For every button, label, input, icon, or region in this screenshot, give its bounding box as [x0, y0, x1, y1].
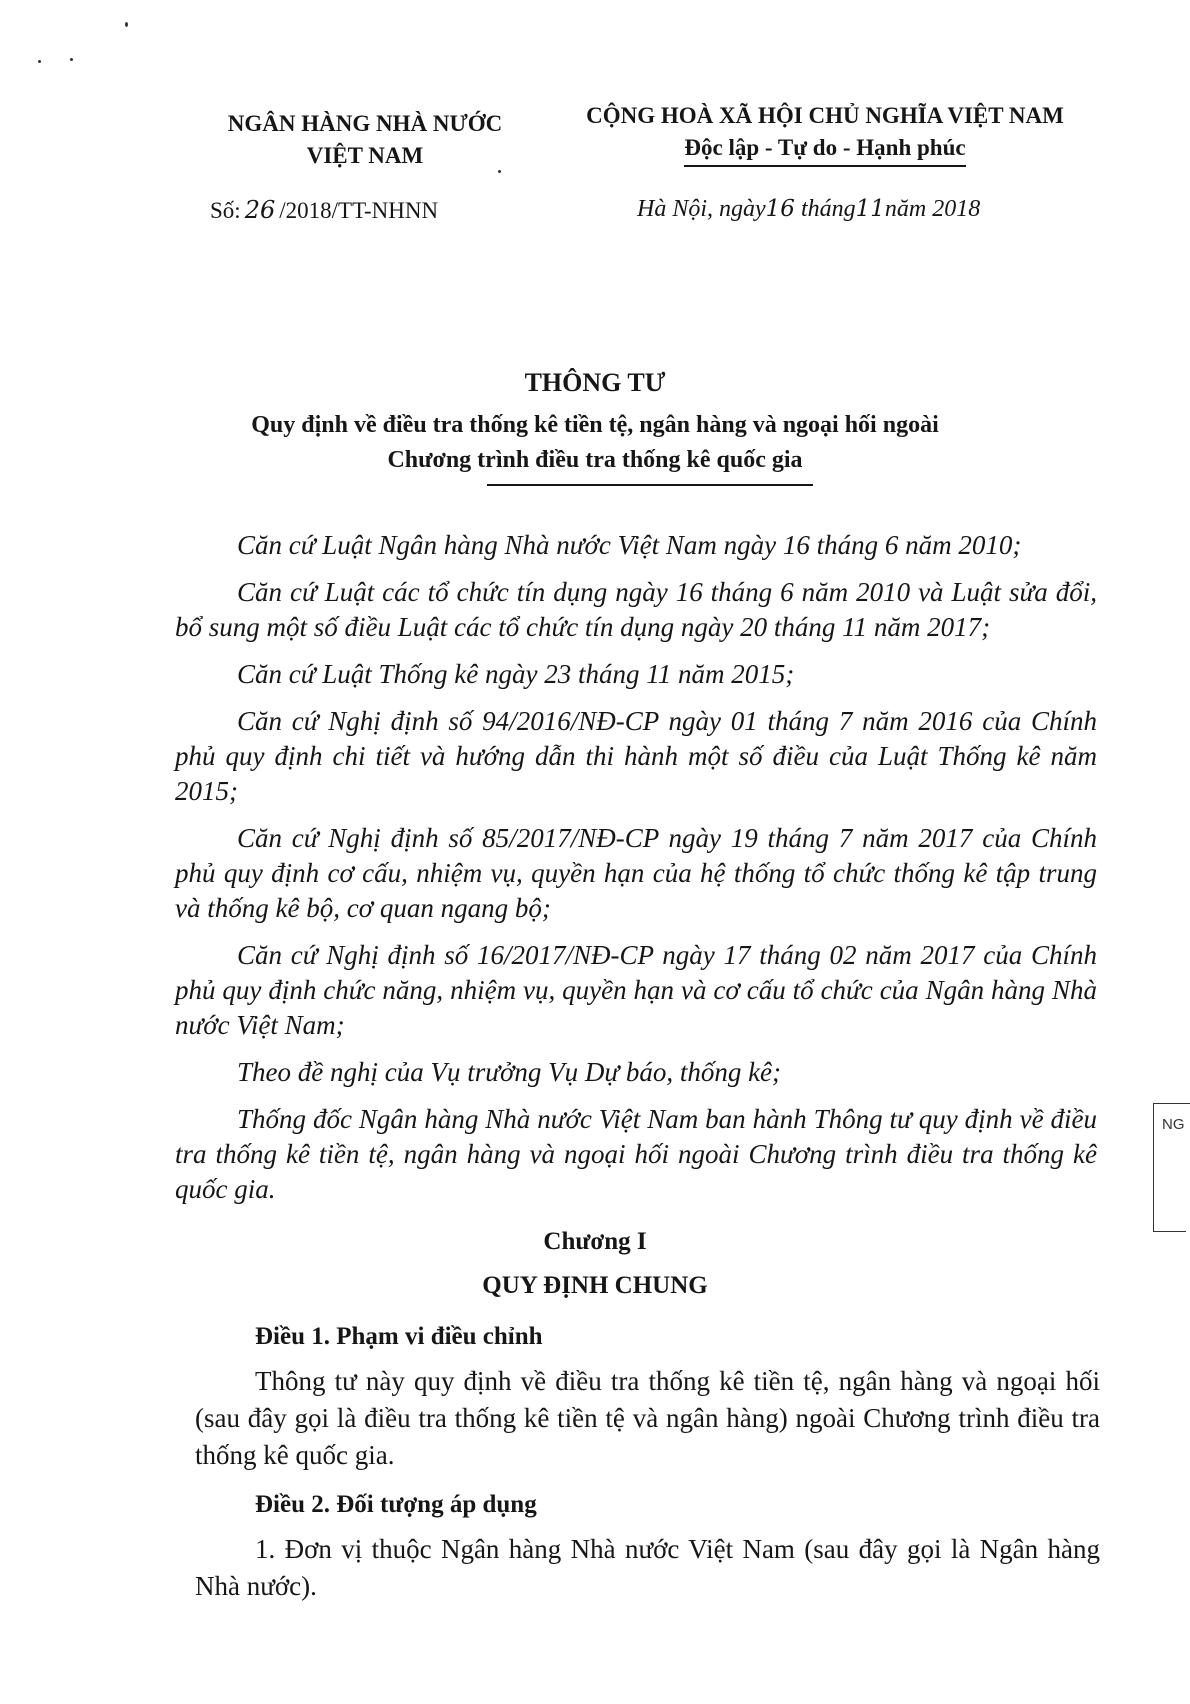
document-type: THÔNG TƯ [524, 368, 666, 397]
national-title: CỘNG HOÀ XÃ HỘI CHỦ NGHĨA VIỆT NAM [586, 103, 1064, 128]
issue-date-month-label: tháng [800, 196, 856, 222]
scan-speck [125, 22, 128, 27]
articles [195, 1318, 1100, 1617]
chapter-title: QUY ĐỊNH CHUNG [482, 1272, 708, 1299]
issuer-name-line2: VIỆT NAM [306, 143, 424, 168]
preamble-paragraph: Căn cứ Nghị định số 16/2017/NĐ-CP ngày 17 tháng 02 năm 2017 của Chính phủ quy định chức năng, nhiệm vụ, quyền hạn và cơ cấu tổ chức của Ngân hàng Nhà nước Việt Nam; [175, 940, 1097, 1040]
preamble-paragraph: Căn cứ Luật các tổ chức tín dụng ngày 16 tháng 6 năm 2010 và Luật sửa đổi, bổ sung một số điều Luật các tổ chức tín dụng ngày 20 tháng 11 năm 2017; [175, 577, 1097, 642]
chapter-label: Chương I [543, 1228, 647, 1255]
article-heading: Điều 2. Đối tượng áp dụng [255, 1491, 537, 1518]
preamble-paragraph: Theo đề nghị của Vụ trưởng Vụ Dự báo, thống kê; [237, 1057, 782, 1087]
national-title-block [575, 100, 1075, 167]
margin-stamp-rule [1154, 1231, 1186, 1232]
margin-stamp [1153, 1103, 1190, 1232]
national-motto: Độc lập - Tự do - Hạnh phúc [684, 132, 965, 167]
article-paragraph: Thông tư này quy định về điều tra thống kê tiền tệ, ngân hàng và ngoại hối (sau đây gọi là điều tra thống kê tiền tệ và ngân hàng) ngoài Chương trình điều tra thống kê quốc gia. [195, 1366, 1100, 1470]
document-number-handwritten: 26 [244, 196, 276, 224]
document-subject [160, 408, 1030, 478]
preamble-paragraph: Thống đốc Ngân hàng Nhà nước Việt Nam ban hành Thông tư quy định về điều tra thống kê tiền tệ, ngân hàng và ngoại hối ngoài Chương trình điều tra thống kê quốc gia. [175, 1104, 1097, 1204]
title-underline [487, 484, 813, 486]
document-subject-line1: Quy định về điều tra thống kê tiền tệ, ngân hàng và ngoại hối ngoài [251, 412, 939, 438]
document-number-prefix: Số: [210, 198, 241, 223]
article-paragraph: 1. Đơn vị thuộc Ngân hàng Nhà nước Việt Nam (sau đây gọi là Ngân hàng Nhà nước). [195, 1534, 1100, 1601]
issue-date-day: 16 [765, 196, 795, 222]
issue-date [637, 196, 980, 223]
preamble-paragraph: Căn cứ Luật Thống kê ngày 23 tháng 11 năm 2015; [237, 659, 795, 689]
article-heading: Điều 1. Phạm vi điều chỉnh [255, 1323, 543, 1350]
document-number [210, 196, 438, 224]
document-subject-line2: Chương trình điều tra thống kê quốc gia [387, 447, 803, 473]
margin-stamp-text: NG [1162, 1116, 1185, 1133]
issue-date-year: năm 2018 [884, 196, 981, 222]
preamble [175, 528, 1097, 1219]
preamble-paragraph: Căn cứ Nghị định số 85/2017/NĐ-CP ngày 19 tháng 7 năm 2017 của Chính phủ quy định cơ cấu, nhiệm vụ, quyền hạn của hệ thống tổ chức thống kê tập trung và thống kê bộ, cơ quan ngang bộ; [175, 823, 1097, 923]
scan-speck [38, 60, 41, 63]
issue-date-month: 11 [855, 196, 885, 222]
issuer-name-line1: NGÂN HÀNG NHÀ NƯỚC [227, 111, 503, 136]
issuer-block [180, 108, 550, 172]
document-number-suffix: /2018/TT-NHNN [279, 198, 439, 223]
preamble-paragraph: Căn cứ Nghị định số 94/2016/NĐ-CP ngày 01 tháng 7 năm 2016 của Chính phủ quy định chi tiết và hướng dẫn thi hành một số điều của Luật Thống kê năm 2015; [175, 706, 1097, 806]
scan-speck [70, 58, 73, 61]
scan-speck [498, 170, 501, 173]
issue-date-prefix: Hà Nội, ngày [637, 196, 766, 222]
preamble-paragraph: Căn cứ Luật Ngân hàng Nhà nước Việt Nam ngày 16 tháng 6 năm 2010; [237, 530, 1022, 560]
